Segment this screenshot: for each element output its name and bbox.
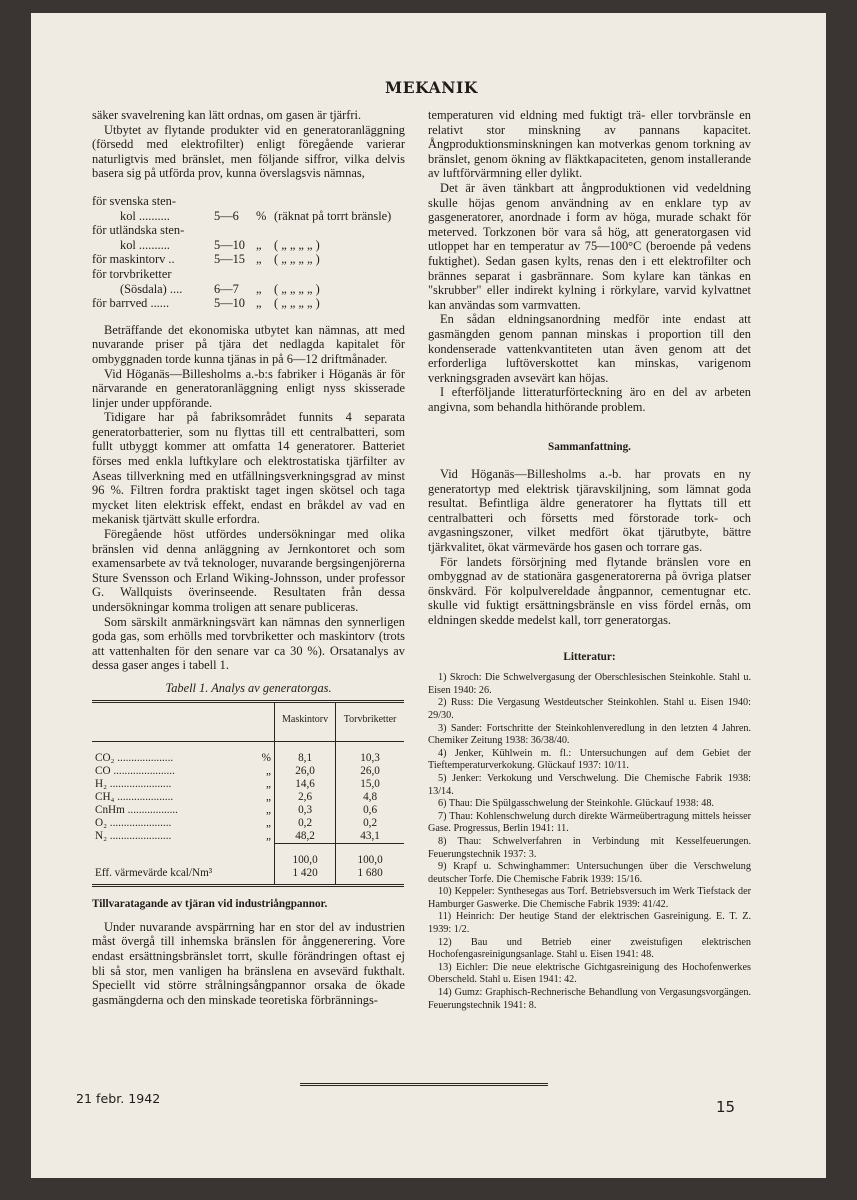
reference-item: 10) Keppeler: Synthesegas aus Torf. Betriebsversuch im Werk Tiefstack der Hamburger Gaswerke. Die Chemische Fabrik 1939: 41/42. bbox=[428, 886, 751, 910]
eff-torvbriketter: 1 680 bbox=[336, 867, 404, 886]
gas-unit: „ bbox=[266, 791, 271, 804]
sum-torvbriketter: 100,0 bbox=[336, 844, 404, 868]
value-maskintorv: 26,0 bbox=[275, 765, 336, 778]
yield-row bbox=[92, 238, 405, 253]
value-torvbriketter: 10,3 bbox=[336, 742, 404, 766]
reference-item: 8) Thau: Schwelverfahren in Verbindung mit Kesselfeuerungen. Feuerungstechnik 1937: 3. bbox=[428, 835, 751, 860]
value-torvbriketter: 4,8 bbox=[336, 791, 404, 804]
value-maskintorv: 0,2 bbox=[275, 817, 336, 830]
value-maskintorv: 2,6 bbox=[275, 791, 336, 804]
section-heading: Litteratur: bbox=[563, 650, 616, 663]
gas-component: H₂ ...................... bbox=[95, 778, 172, 791]
end-rule bbox=[300, 1083, 548, 1088]
table-row bbox=[92, 830, 404, 844]
reference-item: 3) Sander: Fortschritte der Steinkohlenveredlung in den letzten 4 Jahren. Chemiker Zeitung 1938: 36/38/40. bbox=[428, 722, 751, 747]
yield-row bbox=[92, 296, 405, 311]
yield-value: 6—7 bbox=[214, 281, 239, 296]
value-torvbriketter: 0,6 bbox=[336, 804, 404, 817]
yield-unit: % bbox=[256, 208, 267, 223]
table-row bbox=[92, 791, 404, 804]
gas-component: CO ...................... bbox=[95, 765, 175, 778]
paragraph: Tidigare har på fabriksområdet funnits 4 separata generatorbatterier, som nu flyttas till ett centralbatteri, som fullt utbyggt kommer att omfatta 14 generatorer. Batteriet förses med enkla luftkylare och elektrostatiska tjärfilter av Aseas tillverkning med en utfällningsverkningsgrad av minst 96 %. Filtren fordra praktiskt taget ingen skötsel och taga mycket liten elektrisk effekt, endast en bråkdel av vad en mekanisk tjärtvätt skulle erfordra. bbox=[92, 410, 405, 527]
reference-item: 11) Heinrich: Der heutige Stand der elektrischen Gasreinigung. E. T. Z. 1939: 1/2. bbox=[428, 911, 751, 936]
value-maskintorv: 8,1 bbox=[275, 742, 336, 766]
reference-item: 9) Krapf u. Schwinghammer: Untersuchungen über die Verschwelung deutscher Torfe. Die Chemische Fabrik 1939: 15/16. bbox=[428, 861, 751, 885]
yield-value: 5—10 bbox=[214, 237, 245, 252]
gas-component: O₂ ...................... bbox=[95, 817, 172, 830]
reference-item: 14) Gumz: Graphisch-Rechnerische Behandlung von Vergasungsvorgängen. Feuerungstechnik 1941: 8. bbox=[428, 987, 751, 1011]
table-row bbox=[92, 778, 404, 791]
gas-analysis-table bbox=[92, 700, 404, 888]
section-heading: Sammanfattning. bbox=[548, 441, 631, 454]
value-torvbriketter: 0,2 bbox=[336, 817, 404, 830]
yield-unit: „ bbox=[256, 281, 262, 296]
gas-unit: „ bbox=[266, 765, 271, 778]
yield-row bbox=[92, 209, 405, 224]
paragraph: säker svavelrening kan lätt ordnas, om gasen är tjärfri. bbox=[92, 108, 362, 122]
yield-note: (räknat på torrt bränsle) bbox=[274, 208, 392, 223]
yield-unit: „ bbox=[256, 252, 262, 267]
paragraph: Det är även tänkbart att ångproduktionen vid vedeldning skulle höjas genom användning av en enklare typ av gasgeneratorer, anordnade i form av höga, murade schakt för meterved. Torkzonen bör vara så hög, att generatorgasen vid utloppet har en temperatur av 75—100°C (beroende på vedens fuktighet). Sedan gasen kylts, renas den i ett elektrofilter och brännes separat i gasbrännare. Som kylare kan tänkas en "skrubber" eller indirekt kylning i rörkylare, varvid kylvattnet kan användas som varmvatten. bbox=[428, 180, 751, 312]
table-row bbox=[92, 804, 404, 817]
yield-row bbox=[92, 267, 405, 282]
yield-note: ( „ „ „ „ ) bbox=[274, 252, 320, 267]
footer-date: 21 febr. 1942 bbox=[76, 1091, 161, 1106]
yield-fuel: för utländska sten- bbox=[92, 223, 185, 238]
paragraph: Vid Höganäs—Billesholms a.-b:s fabriker i Höganäs är för närvarande en generatoranläggning enligt nyss skisserade linjer under uppförande. bbox=[92, 366, 405, 410]
gas-component: CnHm .................. bbox=[95, 804, 178, 817]
yield-fuel: (Sösdala) .... bbox=[120, 281, 183, 296]
eff-label: Eff. värmevärde kcal/Nm³ bbox=[95, 867, 213, 880]
reference-item: 12) Bau und Betrieb einer zweistufigen elektrischen Hochofengasreinigungsanlage. Stahl u. Eisen 1941: 48. bbox=[428, 936, 751, 961]
reference-list bbox=[428, 672, 751, 1012]
value-torvbriketter: 15,0 bbox=[336, 778, 404, 791]
column-header: Maskintorv bbox=[275, 701, 336, 742]
yield-note: ( „ „ „ „ ) bbox=[274, 281, 320, 296]
right-column bbox=[428, 108, 751, 1012]
yield-value: 5—15 bbox=[214, 252, 245, 267]
value-torvbriketter: 43,1 bbox=[336, 830, 404, 844]
yield-fuel: kol .......... bbox=[120, 237, 170, 252]
gas-unit: % bbox=[261, 752, 271, 765]
reference-item: 13) Eichler: Die neue elektrische Gichtgasreinigung des Hochofenwerkes Oberscheld. Stahl u. Eisen 1941: 42. bbox=[428, 961, 751, 986]
gas-unit: „ bbox=[266, 778, 271, 791]
reference-item: 7) Thau: Kohlenschwelung durch direkte Wärmeübertragung mittels heisser Gase. Progressus, Berlin 1941: 11. bbox=[428, 810, 751, 835]
paragraph: Föregående höst utfördes undersökningar med olika bränslen vid denna anläggning av Jernkontoret och som examensarbete av två teknologer, nuvarande bergsingenjörerna Sture Svensson och Erland Wiking-Johnsson, under professor G. Wallquists överinseende. Resultaten från dessa undersökningar komma troligen att senare publiceras. bbox=[92, 527, 405, 614]
reference-item: 1) Skroch: Die Schwelvergasung der Oberschlesischen Steinkohle. Stahl u. Eisen 1940: 26. bbox=[428, 672, 751, 696]
yield-fuel: kol .......... bbox=[120, 208, 170, 223]
left-column bbox=[92, 108, 405, 1007]
reference-item: 4) Jenker, Kühlwein m. fl.: Untersuchungen auf dem Gebiet der Tieftemperaturverkokung. Glückauf 1937: 10/11. bbox=[428, 747, 751, 772]
yield-fuel: för barrved ...... bbox=[92, 296, 170, 311]
table-row bbox=[92, 765, 404, 778]
value-maskintorv: 48,2 bbox=[275, 830, 336, 844]
paragraph: Under nuvarande avspärrning har en stor del av industrien måst övergå till inhemska bränslen för ånggenerering. Vore endast ersättningsbränslet torrt, skulle förändringen oftast ej bli så stor, men vanligen ha bränslena en avsevärd fukthalt. Speciellt vid större strålningsångpannor orsaka de ökade gasmängderna och den minskade teoretiska förbrännings- bbox=[92, 919, 405, 1007]
yield-row bbox=[92, 194, 405, 209]
table-row bbox=[92, 817, 404, 830]
table-corner bbox=[92, 701, 275, 742]
gas-unit: „ bbox=[266, 830, 271, 843]
reference-item: 2) Russ: Die Vergasung Westdeutscher Steinkohlen. Stahl u. Eisen 1940: 29/30. bbox=[428, 697, 751, 721]
gas-unit: „ bbox=[266, 817, 271, 830]
yield-unit: „ bbox=[256, 237, 262, 252]
paragraph: I efterföljande litteraturförteckning äro en del av arbeten angivna, som behandla hithörande problem. bbox=[428, 385, 751, 414]
yield-value: 5—6 bbox=[214, 208, 239, 223]
gas-component: CO₂ .................... bbox=[95, 752, 174, 765]
paragraph: temperaturen vid eldning med fuktigt trä- eller torvbränsle en relativt stor minskning av pannans kapacitet. Ångproduktionsminskningen kan motverkas genom torkning av bränslet, genom ökning av fläktkapaciteten, genom installerande av luftförvärmning eller dylikt. bbox=[428, 108, 751, 181]
yield-row bbox=[92, 282, 405, 297]
paragraph: För landets försörjning med flytande bränslen vore en ombyggnad av de stationära gasgeneratorerna på övriga platser önskvärd. För kolpulvereldade ångpannor, cementugnar etc. skulle vid fuktigt ersättningsbränsle en viss fördel ernås, om eldningen skedde medelst kall, torr generatorgas. bbox=[428, 554, 751, 627]
gas-component: N₂ ...................... bbox=[95, 830, 172, 843]
paragraph: Beträffande det ekonomiska utbytet kan nämnas, att med nuvarande priser på tjära det nedlagda kapitalet för ombyggnaden torde kunna tjänas in på 6—12 driftmånader. bbox=[92, 322, 405, 366]
yield-note: ( „ „ „ „ ) bbox=[274, 296, 320, 311]
yield-unit: „ bbox=[256, 296, 262, 311]
sum-maskintorv: 100,0 bbox=[275, 844, 336, 868]
reference-item: 6) Thau: Die Spülgasschwelung der Steinkohle. Glückauf 1938: 48. bbox=[438, 798, 714, 810]
yield-row bbox=[92, 223, 405, 238]
yield-list bbox=[92, 194, 405, 311]
table-caption: Tabell 1. Analys av generatorgas. bbox=[165, 680, 332, 695]
yield-fuel: för maskintorv .. bbox=[92, 252, 175, 267]
value-maskintorv: 0,3 bbox=[275, 804, 336, 817]
section-header: MEKANIK bbox=[385, 78, 478, 97]
paragraph: Som särskilt anmärkningsvärt kan nämnas den synnerligen goda gas, som erhölls med torvbriketter och maskintorv (trots att vattenhalten för den senare var ca 30 %). Orsatanalys av dessa gaser anges i tabell 1. bbox=[92, 614, 405, 673]
yield-value: 5—10 bbox=[214, 296, 245, 311]
paragraph: En sådan eldningsanordning medför inte endast att gasmängden genom pannan minskas i proportion till den kondenserade vattenkvantiteten utan även genom att det erforderliga luftöverskottet kan minskas, varigenom verkningsgraden avsevärt kan höjas. bbox=[428, 312, 751, 385]
eff-maskintorv: 1 420 bbox=[275, 867, 336, 886]
yield-fuel: för torvbriketter bbox=[92, 266, 172, 281]
gas-component: CH₄ .................... bbox=[95, 791, 174, 804]
yield-row bbox=[92, 252, 405, 267]
paragraph: Vid Höganäs—Billesholms a.-b. har provats en ny generatortyp med elektrisk tjäravskiljning, som lämnat goda resultat. Befintliga äldre generatorer ha flyttats till ett centralbatteri och försetts med förstorade tork- och avgasningszoner, vilket medfört ökat tjärutbyte, bättre tjärkvalitet, ökat värmevärde hos gasen och torrare gas. bbox=[428, 467, 751, 555]
table-row bbox=[92, 742, 404, 766]
value-maskintorv: 14,6 bbox=[275, 778, 336, 791]
gas-unit: „ bbox=[266, 804, 271, 817]
yield-fuel: för svenska sten- bbox=[92, 193, 176, 208]
reference-item: 5) Jenker: Verkokung und Verschwelung. Die Chemische Fabrik 1938: 13/14. bbox=[428, 772, 751, 797]
value-torvbriketter: 26,0 bbox=[336, 765, 404, 778]
yield-note: ( „ „ „ „ ) bbox=[274, 237, 320, 252]
page-number: 15 bbox=[716, 1098, 736, 1116]
column-header: Torvbriketter bbox=[336, 701, 404, 742]
section-heading: Tillvaratagande av tjäran vid industriångpannor. bbox=[92, 898, 328, 911]
paragraph: Utbytet av flytande produkter vid en generatoranläggning (försedd med elektrofilter) enligt föregående varierar naturligtvis med bränslet, men följande siffror, vilka delvis basera sig på utförda prov, kunna överslagsvis nämnas, bbox=[92, 122, 405, 181]
